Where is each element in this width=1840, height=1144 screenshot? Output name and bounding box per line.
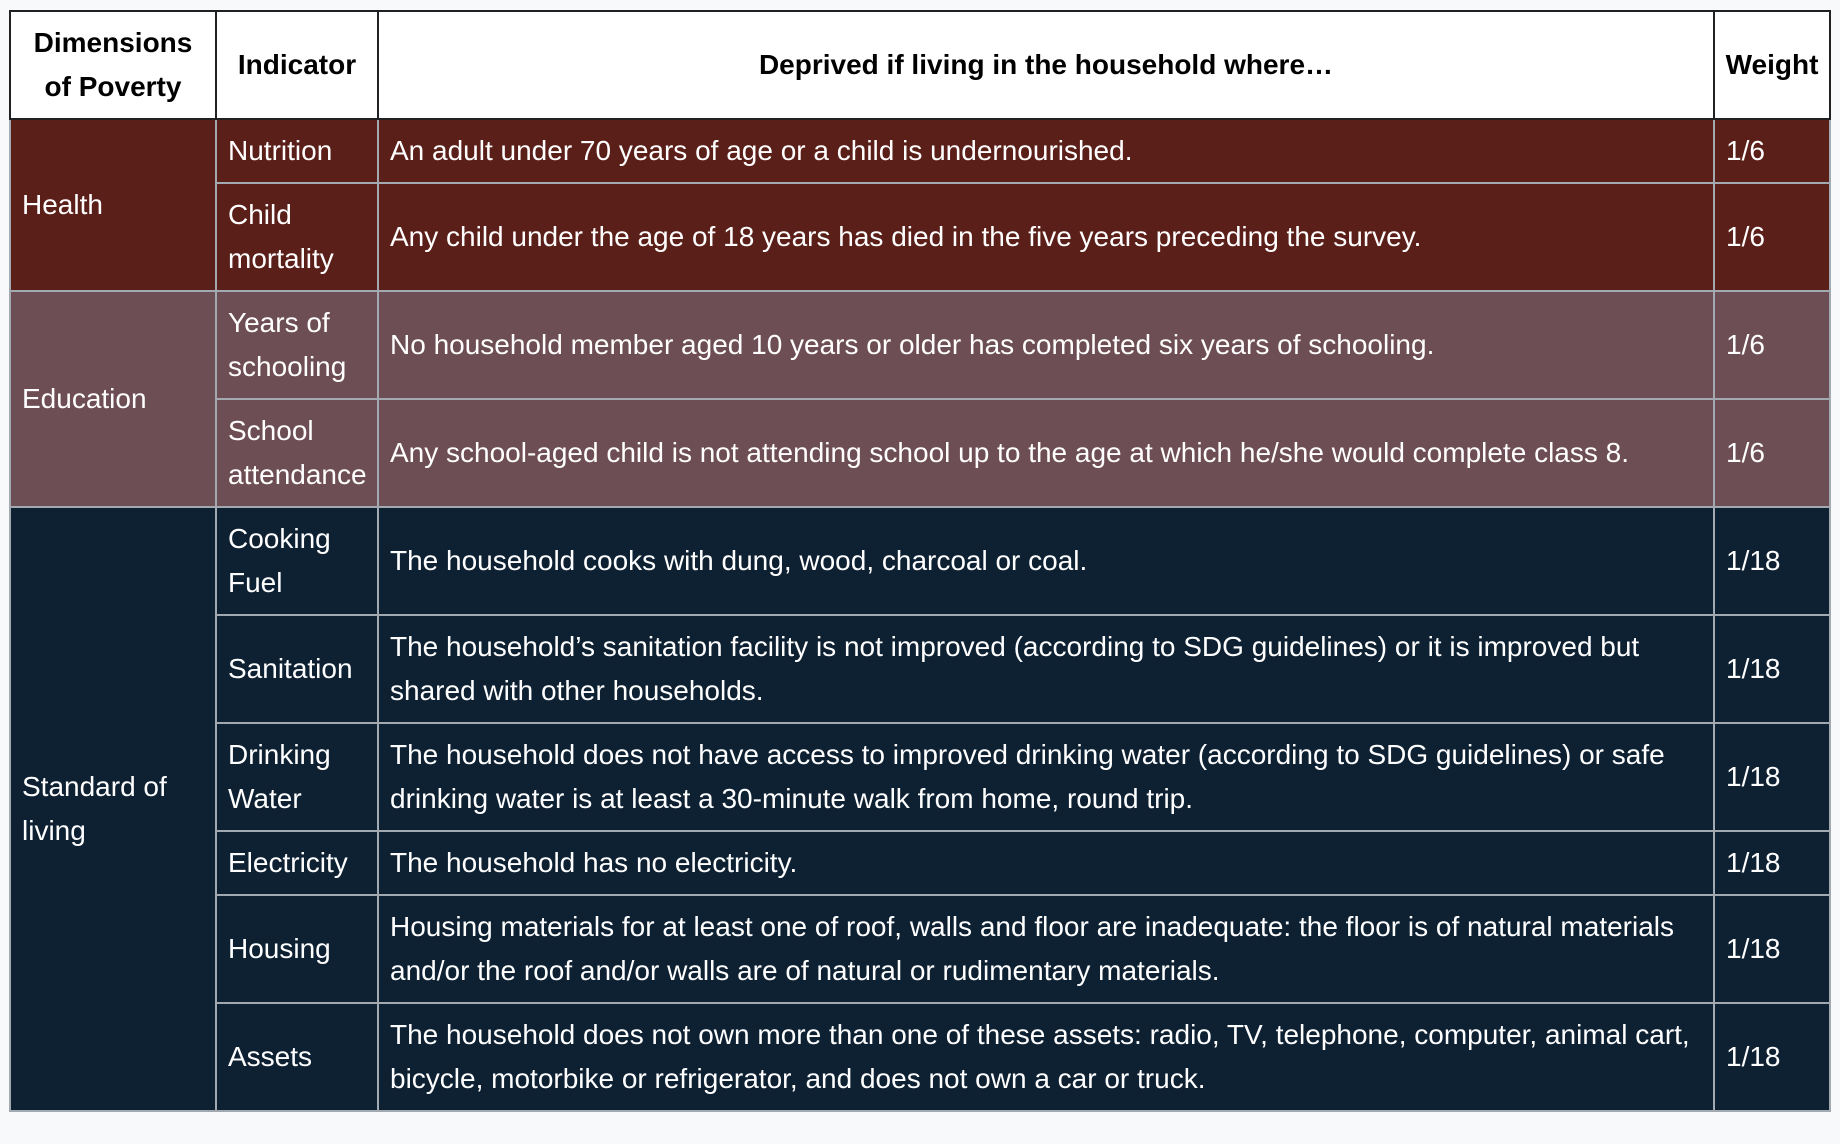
header-deprived-if: Deprived if living in the household where… bbox=[378, 11, 1714, 119]
weight-cell: 1/6 bbox=[1714, 183, 1830, 291]
table-header-row bbox=[10, 11, 1830, 119]
weight-cell: 1/18 bbox=[1714, 1003, 1830, 1111]
indicator-cell: Cooking Fuel bbox=[216, 507, 378, 615]
table-row bbox=[10, 507, 1830, 615]
table-row bbox=[10, 895, 1830, 1003]
description-cell: The household does not have access to improved drinking water (according to SDG guidelines) or safe drinking water is at least a 30-minute walk from home, round trip. bbox=[378, 723, 1714, 831]
header-indicator: Indicator bbox=[216, 11, 378, 119]
description-cell: The household cooks with dung, wood, charcoal or coal. bbox=[378, 507, 1714, 615]
indicator-cell: Years of schooling bbox=[216, 291, 378, 399]
description-cell: An adult under 70 years of age or a child is undernourished. bbox=[378, 119, 1714, 183]
description-cell: No household member aged 10 years or older has completed six years of schooling. bbox=[378, 291, 1714, 399]
dimension-standard-of-living: Standard of living bbox=[10, 507, 216, 1111]
header-weight: Weight bbox=[1714, 11, 1830, 119]
description-cell: The household has no electricity. bbox=[378, 831, 1714, 895]
weight-cell: 1/18 bbox=[1714, 723, 1830, 831]
table-row bbox=[10, 615, 1830, 723]
indicator-cell: Drinking Water bbox=[216, 723, 378, 831]
table-row bbox=[10, 1003, 1830, 1111]
indicator-cell: Nutrition bbox=[216, 119, 378, 183]
table-row bbox=[10, 183, 1830, 291]
poverty-indicators-table bbox=[9, 10, 1831, 1112]
weight-cell: 1/18 bbox=[1714, 507, 1830, 615]
weight-cell: 1/6 bbox=[1714, 399, 1830, 507]
table-row bbox=[10, 119, 1830, 183]
weight-cell: 1/6 bbox=[1714, 291, 1830, 399]
weight-cell: 1/18 bbox=[1714, 895, 1830, 1003]
description-cell: Any school-aged child is not attending school up to the age at which he/she would complete class 8. bbox=[378, 399, 1714, 507]
indicator-cell: Child mortality bbox=[216, 183, 378, 291]
table-row bbox=[10, 831, 1830, 895]
description-cell: The household’s sanitation facility is not improved (according to SDG guidelines) or it is improved but shared with other households. bbox=[378, 615, 1714, 723]
table-row bbox=[10, 723, 1830, 831]
dimension-health: Health bbox=[10, 119, 216, 291]
weight-cell: 1/6 bbox=[1714, 119, 1830, 183]
indicator-cell: Assets bbox=[216, 1003, 378, 1111]
description-cell: Housing materials for at least one of roof, walls and floor are inadequate: the floor is of natural materials and/or the roof and/or walls are of natural or rudimentary materials. bbox=[378, 895, 1714, 1003]
dimension-education: Education bbox=[10, 291, 216, 507]
poverty-table-container bbox=[9, 10, 1829, 1112]
indicator-cell: Electricity bbox=[216, 831, 378, 895]
table-row bbox=[10, 399, 1830, 507]
header-dimensions: Dimensions of Poverty bbox=[10, 11, 216, 119]
description-cell: Any child under the age of 18 years has died in the five years preceding the survey. bbox=[378, 183, 1714, 291]
weight-cell: 1/18 bbox=[1714, 615, 1830, 723]
indicator-cell: Housing bbox=[216, 895, 378, 1003]
description-cell: The household does not own more than one of these assets: radio, TV, telephone, computer, animal cart, bicycle, motorbike or refrigerator, and does not own a car or truck. bbox=[378, 1003, 1714, 1111]
indicator-cell: Sanitation bbox=[216, 615, 378, 723]
table-row bbox=[10, 291, 1830, 399]
weight-cell: 1/18 bbox=[1714, 831, 1830, 895]
indicator-cell: School attendance bbox=[216, 399, 378, 507]
